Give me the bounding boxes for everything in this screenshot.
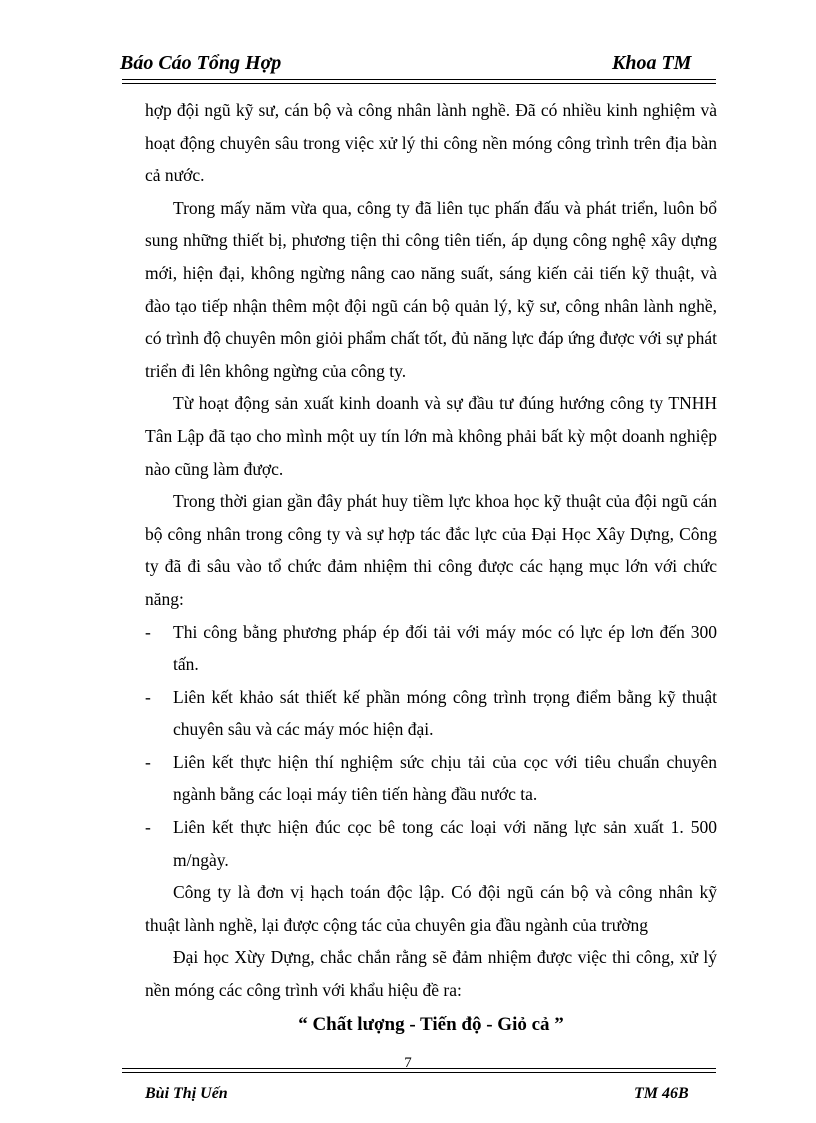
- paragraph: Trong thời gian gần đây phát huy tiềm lực khoa học kỹ thuật của đội ngũ cán bộ công nhân trong công ty và sự hợp tác đắc lực của Đại Học Xây Dựng, Công ty đã đi sâu vào tổ chức đảm nhiệm thi công được các hạng mục lớn với chức năng:: [145, 491, 717, 609]
- paragraph: Công ty là đơn vị hạch toán độc lập. Có đội ngũ cán bộ và công nhân kỹ thuật lành nghề, lại được cộng tác của chuyên gia đầu ngành của trường: [145, 882, 717, 935]
- list-item-text: Thi công bằng phương pháp ép đối tải với máy móc có lực ép lơn đến 300 tấn.: [173, 621, 717, 675]
- slogan: “ Chất lượng - Tiến độ - Giỏ cả ”: [298, 1013, 564, 1035]
- bullet-marker: -: [145, 751, 151, 772]
- bullet-marker: -: [145, 817, 151, 838]
- header-department: Khoa TM: [612, 52, 692, 74]
- footer-class: TM 46B: [634, 1085, 689, 1102]
- footer-rule-inner: [122, 1072, 716, 1073]
- list-item: [145, 746, 717, 811]
- header-title: Báo Cáo Tổng Hợp: [120, 52, 282, 74]
- paragraph: hợp đội ngũ kỹ sư, cán bộ và công nhân lành nghề. Đã có nhiều kinh nghiệm và hoạt động chuyên sâu trong việc xử lý thi công nền móng công trình trên địa bàn cả nước.: [145, 100, 717, 186]
- list-item: [145, 616, 717, 681]
- paragraph: Trong mấy năm vừa qua, công ty đã liên tục phấn đấu và phát triển, luôn bổ sung những thiết bị, phương tiện thi công tiên tiến, áp dụng công nghệ xây dựng mới, hiện đại, không ngừng nâng cao năng suất, sáng kiến cải tiến kỹ thuật, và đào tạo tiếp nhận thêm một đội ngũ cán bộ quản lý, kỹ sư, công nhân lành nghề, có trình độ chuyên môn giỏi phẩm chất tốt, đủ năng lực đáp ứng được với sự phát triển đi lên không ngừng của công ty.: [145, 197, 717, 381]
- bullet-marker: -: [145, 621, 151, 642]
- list-item-text: Liên kết thực hiện đúc cọc bê tong các loại với năng lực sản xuất 1. 500 m/ngày.: [173, 817, 717, 870]
- list-item-text: Liên kết khảo sát thiết kế phần móng công trình trọng điểm bằng kỹ thuật chuyên sâu và các máy móc hiện đại.: [173, 686, 717, 740]
- list-item: [145, 681, 717, 746]
- header-rule-inner: [122, 83, 716, 84]
- bullet-marker: -: [145, 686, 151, 707]
- header-rule: [122, 79, 716, 80]
- paragraph: Đại học Xừy Dựng, chắc chắn rằng sẽ đảm nhiệm được việc thi công, xử lý nền móng các công trình với khẩu hiệu đề ra:: [145, 947, 717, 1001]
- body-text: [145, 94, 717, 1041]
- page-number: 7: [404, 1055, 412, 1071]
- list-item: [145, 811, 717, 876]
- footer-author: Bùi Thị Uến: [145, 1085, 228, 1102]
- list-item-text: Liên kết thực hiện thí nghiệm sức chịu tải của cọc với tiêu chuẩn chuyên ngành bằng các loại máy tiên tiến hàng đầu nước ta.: [173, 751, 717, 805]
- paragraph: Từ hoạt động sản xuất kinh doanh và sự đầu tư đúng hướng công ty TNHH Tân Lập đã tạo cho mình một uy tín lớn mà không phải bất kỳ một doanh nghiệp nào cũng làm được.: [145, 393, 717, 479]
